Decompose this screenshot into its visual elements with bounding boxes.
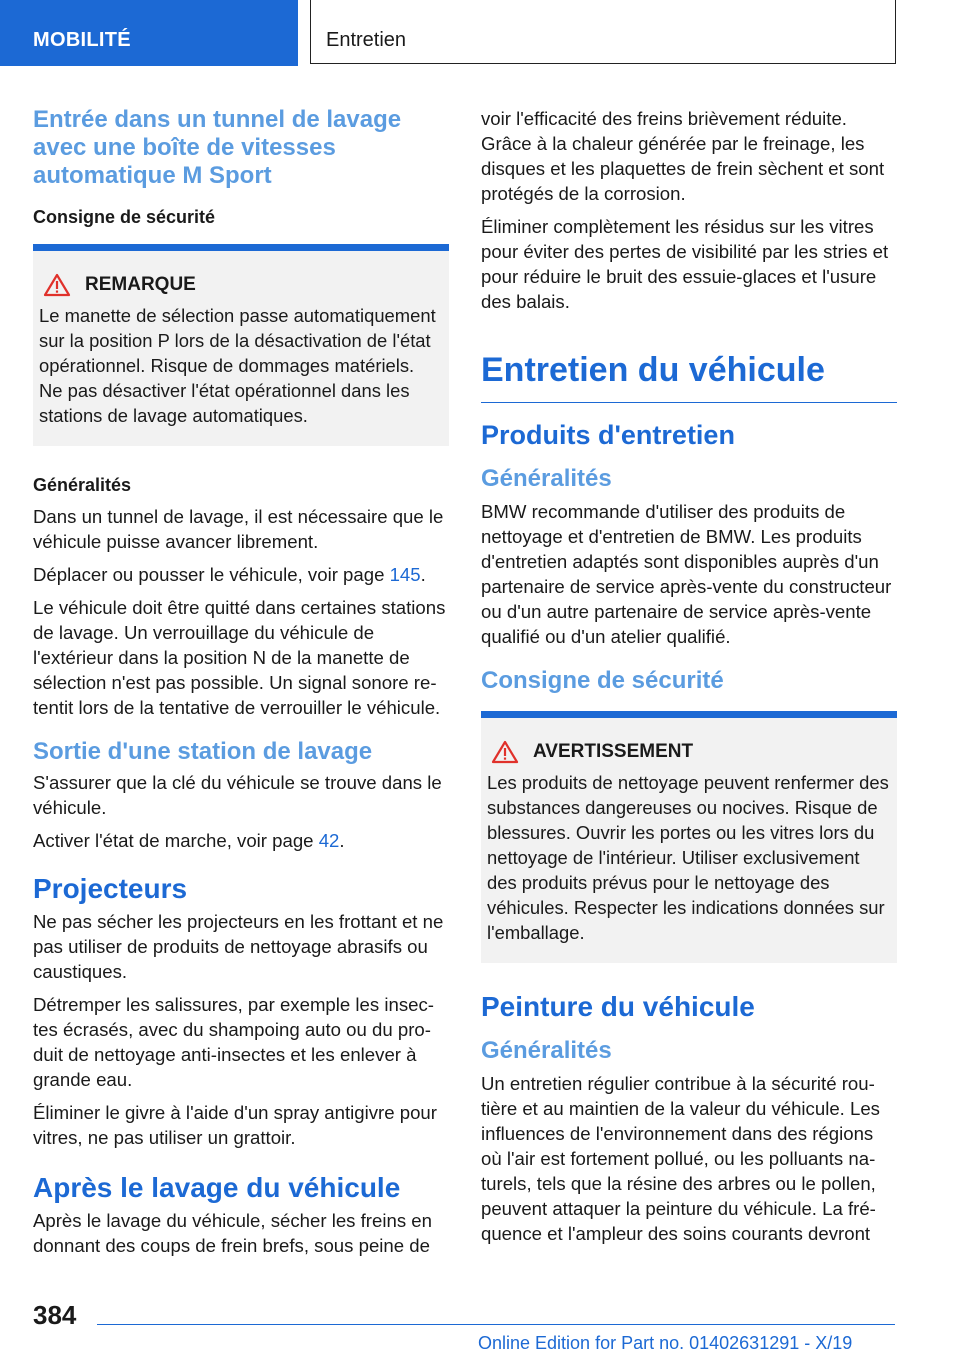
heading-general: Généralités — [481, 465, 612, 492]
paragraph: Le véhicule doit être quitté dans certaines stations de lavage. Un verrouillage du véhicule de l'extérieur dans la position N de la manette de sélection n'est pas possible. Un signal sonore retentit lors de la tentative de verrouiller le véhicule. — [33, 597, 446, 718]
paragraph: S'assurer que la clé du véhicule se trouve dans le véhicule. — [33, 772, 442, 818]
paragraph: Éliminer complètement les résidus sur les vitres pour éviter des pertes de visibilité par les stries et pour réduire le bruit des essuie-glaces et l'usure des balais. — [481, 216, 889, 312]
heading-general: Généralités — [481, 1037, 612, 1064]
safety-label: Consigne de sécurité — [33, 207, 216, 227]
notice-text: Le manette de sélection passe automatiquement sur la position P lors de la désactivation de l'état opérationnel. Risque de dommages matériels. Ne pas désactiver l'état opérationnel dans les stations de lavage automatiques. — [39, 305, 436, 426]
heading-after-wash: Après le lavage du véhicule — [33, 1172, 401, 1203]
paragraph: Après le lavage du véhicule, sécher les freins en donnant des coups de frein brefs, sous peine de — [33, 1210, 432, 1256]
paragraph-with-link: Déplacer ou pousser le véhicule, voir page 145. — [33, 564, 426, 585]
warning-title: AVERTISSEMENT — [533, 741, 694, 762]
notice-title: REMARQUE — [85, 274, 196, 295]
general-label: Généralités — [33, 475, 132, 495]
page-number: 384 — [33, 1300, 77, 1330]
page-link-145[interactable]: 145 — [389, 564, 421, 585]
heading-paint: Peinture du véhicule — [481, 991, 755, 1022]
left-column — [33, 96, 449, 1266]
footer-divider — [97, 1324, 895, 1325]
heading-tunnel-entry: Entrée dans un tunnel de lavage avec une boîte de vitesses automatique M Sport — [33, 106, 402, 189]
paragraph-text: Déplacer ou pousser le véhicule, voir page — [33, 564, 390, 585]
section-tab: MOBILITÉ — [0, 0, 298, 66]
paragraph: BMW recommande d'utiliser des produits de nettoyage et d'entretien de BMW. Les produits d'entretien adaptés sont disponibles auprès d'un partenaire de service après-vente du constructeur ou d'un autre partenaire de service après-vente qualifié ou d'un atelier qualifié. — [481, 501, 892, 647]
warning-triangle-icon — [491, 740, 519, 764]
paragraph: Détremper les salissures, par exemple les insectes écrasés, avec du shampoing auto ou du produit de nettoyage anti-insectes et les enlever à grande eau. — [33, 994, 434, 1090]
paragraph-text: Activer l'état de marche, voir page — [33, 830, 319, 851]
page-header — [0, 0, 960, 66]
paragraph: Éliminer le givre à l'aide d'un spray antigivre pour vitres, ne pas utiliser un grattoir. — [33, 1102, 437, 1148]
warning-header — [487, 740, 889, 764]
notice-box — [33, 244, 449, 446]
paragraph: voir l'efficacité des freins brièvement réduite. Grâce à la chaleur générée par le freinage, les disques et les plaquettes de frein sèchent et sont protégés de la corrosion. — [481, 108, 885, 204]
heading-care-products: Produits d'entretien — [481, 420, 735, 450]
edition-text: Online Edition for Part no. 01402631291 - X/19 — [478, 1333, 853, 1353]
right-column — [481, 94, 897, 1254]
heading-safety: Consigne de sécurité — [481, 667, 724, 694]
paragraph: Ne pas sécher les projecteurs en les frottant et ne pas utiliser de produits de nettoyage abrasifs ou caustiques. — [33, 911, 444, 982]
paragraph-with-link: Activer l'état de marche, voir page 42. — [33, 830, 345, 851]
heading-vehicle-care: Entretien du véhicule — [481, 322, 897, 403]
notice-header — [39, 273, 441, 297]
chapter-tab: Entretien — [310, 0, 896, 64]
heading-headlights: Projecteurs — [33, 873, 188, 904]
paragraph: Un entretien régulier contribue à la sécurité routière et au maintien de la valeur du véhicule. Les influences de l'environnement dans des régions où l'air est fortement pollué, ou les polluants naturels, tels que la résine des arbres ou le pollen, peuvent attaquer la peinture du véhicule. La fréquence et l'ampleur des soins courants devront — [481, 1073, 880, 1244]
paragraph: Dans un tunnel de lavage, il est nécessaire que le véhicule puisse avancer librement. — [33, 506, 444, 552]
page-link-42[interactable]: 42 — [318, 830, 340, 851]
warning-box — [481, 711, 897, 963]
warning-text: Les produits de nettoyage peuvent renfermer des substances dangereuses ou nocives. Risque de blessures. Ouvrir les portes ou les vitres lors du nettoyage de l'intérieur. Utiliser exclusivement des produits prévus pour le nettoyage des véhicules. Respecter les indications données sur l'emballage. — [487, 772, 889, 943]
heading-exit-wash: Sortie d'une station de lavage — [33, 738, 373, 765]
warning-triangle-icon — [43, 273, 71, 297]
